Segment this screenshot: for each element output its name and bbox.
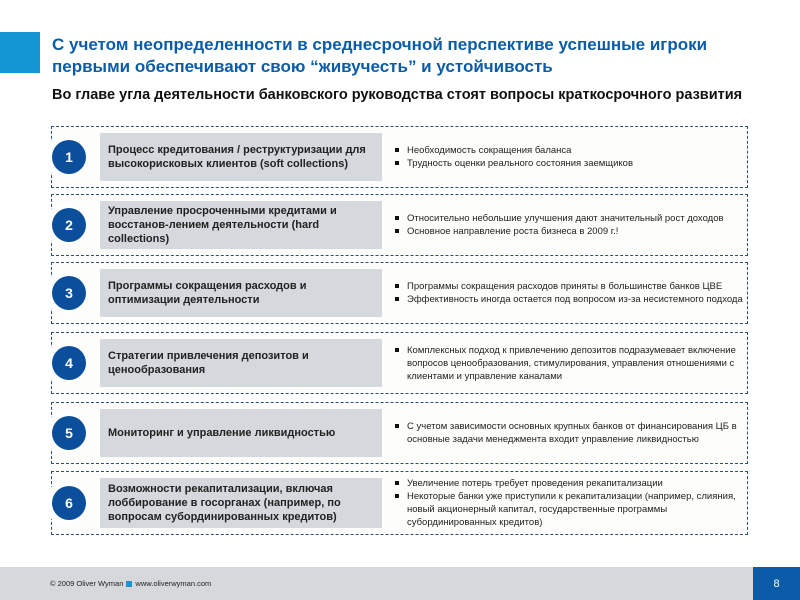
bullet-item: Комплексных подход к привлечению депозитов подразумевает включение вопросов ценообразования, стимулирования, управления отношениями с клиентами и управление каналами bbox=[392, 344, 743, 383]
slide-subtitle: Во главе угла деятельности банковского руководства стоят вопросы краткосрочного развития bbox=[52, 87, 743, 103]
number-badge: 5 bbox=[52, 416, 86, 450]
row-heading-text: Мониторинг и управление ликвидностью bbox=[108, 427, 336, 439]
bullet-item: Эффективность иногда остается под вопросом из-за несистемного подхода bbox=[392, 293, 743, 306]
row-heading-text: Стратегии привлечения депозитов и ценообразования bbox=[108, 350, 309, 376]
number-badge: 2 bbox=[52, 208, 86, 242]
bullet-item: С учетом зависимости основных крупных банков от финансирования ЦБ в основные задачи менеджмента входит управление ликвидностью bbox=[392, 420, 743, 446]
row-heading-text: Программы сокращения расходов и оптимизации деятельности bbox=[108, 280, 307, 306]
number-badge: 1 bbox=[52, 140, 86, 174]
number-badge: 4 bbox=[52, 346, 86, 380]
row-heading bbox=[108, 195, 378, 255]
footer-bar bbox=[0, 567, 753, 600]
row-heading bbox=[108, 263, 378, 323]
bullet-list bbox=[392, 333, 743, 393]
bullet-list bbox=[392, 403, 743, 463]
bullet-item: Трудность оценки реального состояния заемщиков bbox=[392, 157, 743, 170]
bullet-list bbox=[392, 127, 743, 187]
accent-square bbox=[0, 32, 40, 73]
footer-credits bbox=[50, 579, 211, 588]
priority-row-6 bbox=[51, 471, 748, 535]
bullet-list bbox=[392, 195, 743, 255]
priority-row-1 bbox=[51, 126, 748, 188]
bullet-item: Основное направление роста бизнеса в 2009 г.! bbox=[392, 225, 743, 238]
row-heading-text: Процесс кредитования / реструктуризации для высокорисковых клиентов (soft collections) bbox=[108, 144, 366, 170]
row-heading bbox=[108, 403, 378, 463]
bullet-item: Относительно небольшие улучшения дают значительный рост доходов bbox=[392, 212, 743, 225]
page-number: 8 bbox=[753, 567, 800, 600]
row-heading bbox=[108, 127, 378, 187]
row-heading bbox=[108, 472, 378, 534]
priority-row-3 bbox=[51, 262, 748, 324]
number-badge: 3 bbox=[52, 276, 86, 310]
slide-title: С учетом неопределенности в среднесрочной перспективе успешные игроки первыми обеспечивают свою “живучесть” и устойчивость bbox=[52, 35, 708, 76]
bullet-list bbox=[392, 263, 743, 323]
bullet-list bbox=[392, 472, 743, 534]
copyright-text: © 2009 Oliver Wyman bbox=[50, 579, 124, 588]
website-link[interactable]: www.oliverwyman.com bbox=[135, 579, 212, 588]
square-bullet-icon bbox=[126, 581, 132, 587]
bullet-item: Некоторые банки уже приступили к рекапитализации (например, слияния, новый акционерный капитал, государственные программы субординированных кредитов) bbox=[392, 490, 743, 529]
priority-row-2 bbox=[51, 194, 748, 256]
bullet-item: Увеличение потерь требует проведения рекапитализации bbox=[392, 477, 743, 490]
bullet-item: Необходимость сокращения баланса bbox=[392, 144, 743, 157]
row-heading-text: Возможности рекапитализации, включая лоббирование в госорганах (например, по вопросам субординированных кредитов) bbox=[108, 483, 341, 523]
row-heading-text: Управление просроченными кредитами и восстанов-лением деятельности (hard collections) bbox=[108, 205, 337, 245]
number-badge: 6 bbox=[52, 486, 86, 520]
priority-row-5 bbox=[51, 402, 748, 464]
priority-row-4 bbox=[51, 332, 748, 394]
bullet-item: Программы сокращения расходов приняты в большинстве банков ЦВЕ bbox=[392, 280, 743, 293]
row-heading bbox=[108, 333, 378, 393]
